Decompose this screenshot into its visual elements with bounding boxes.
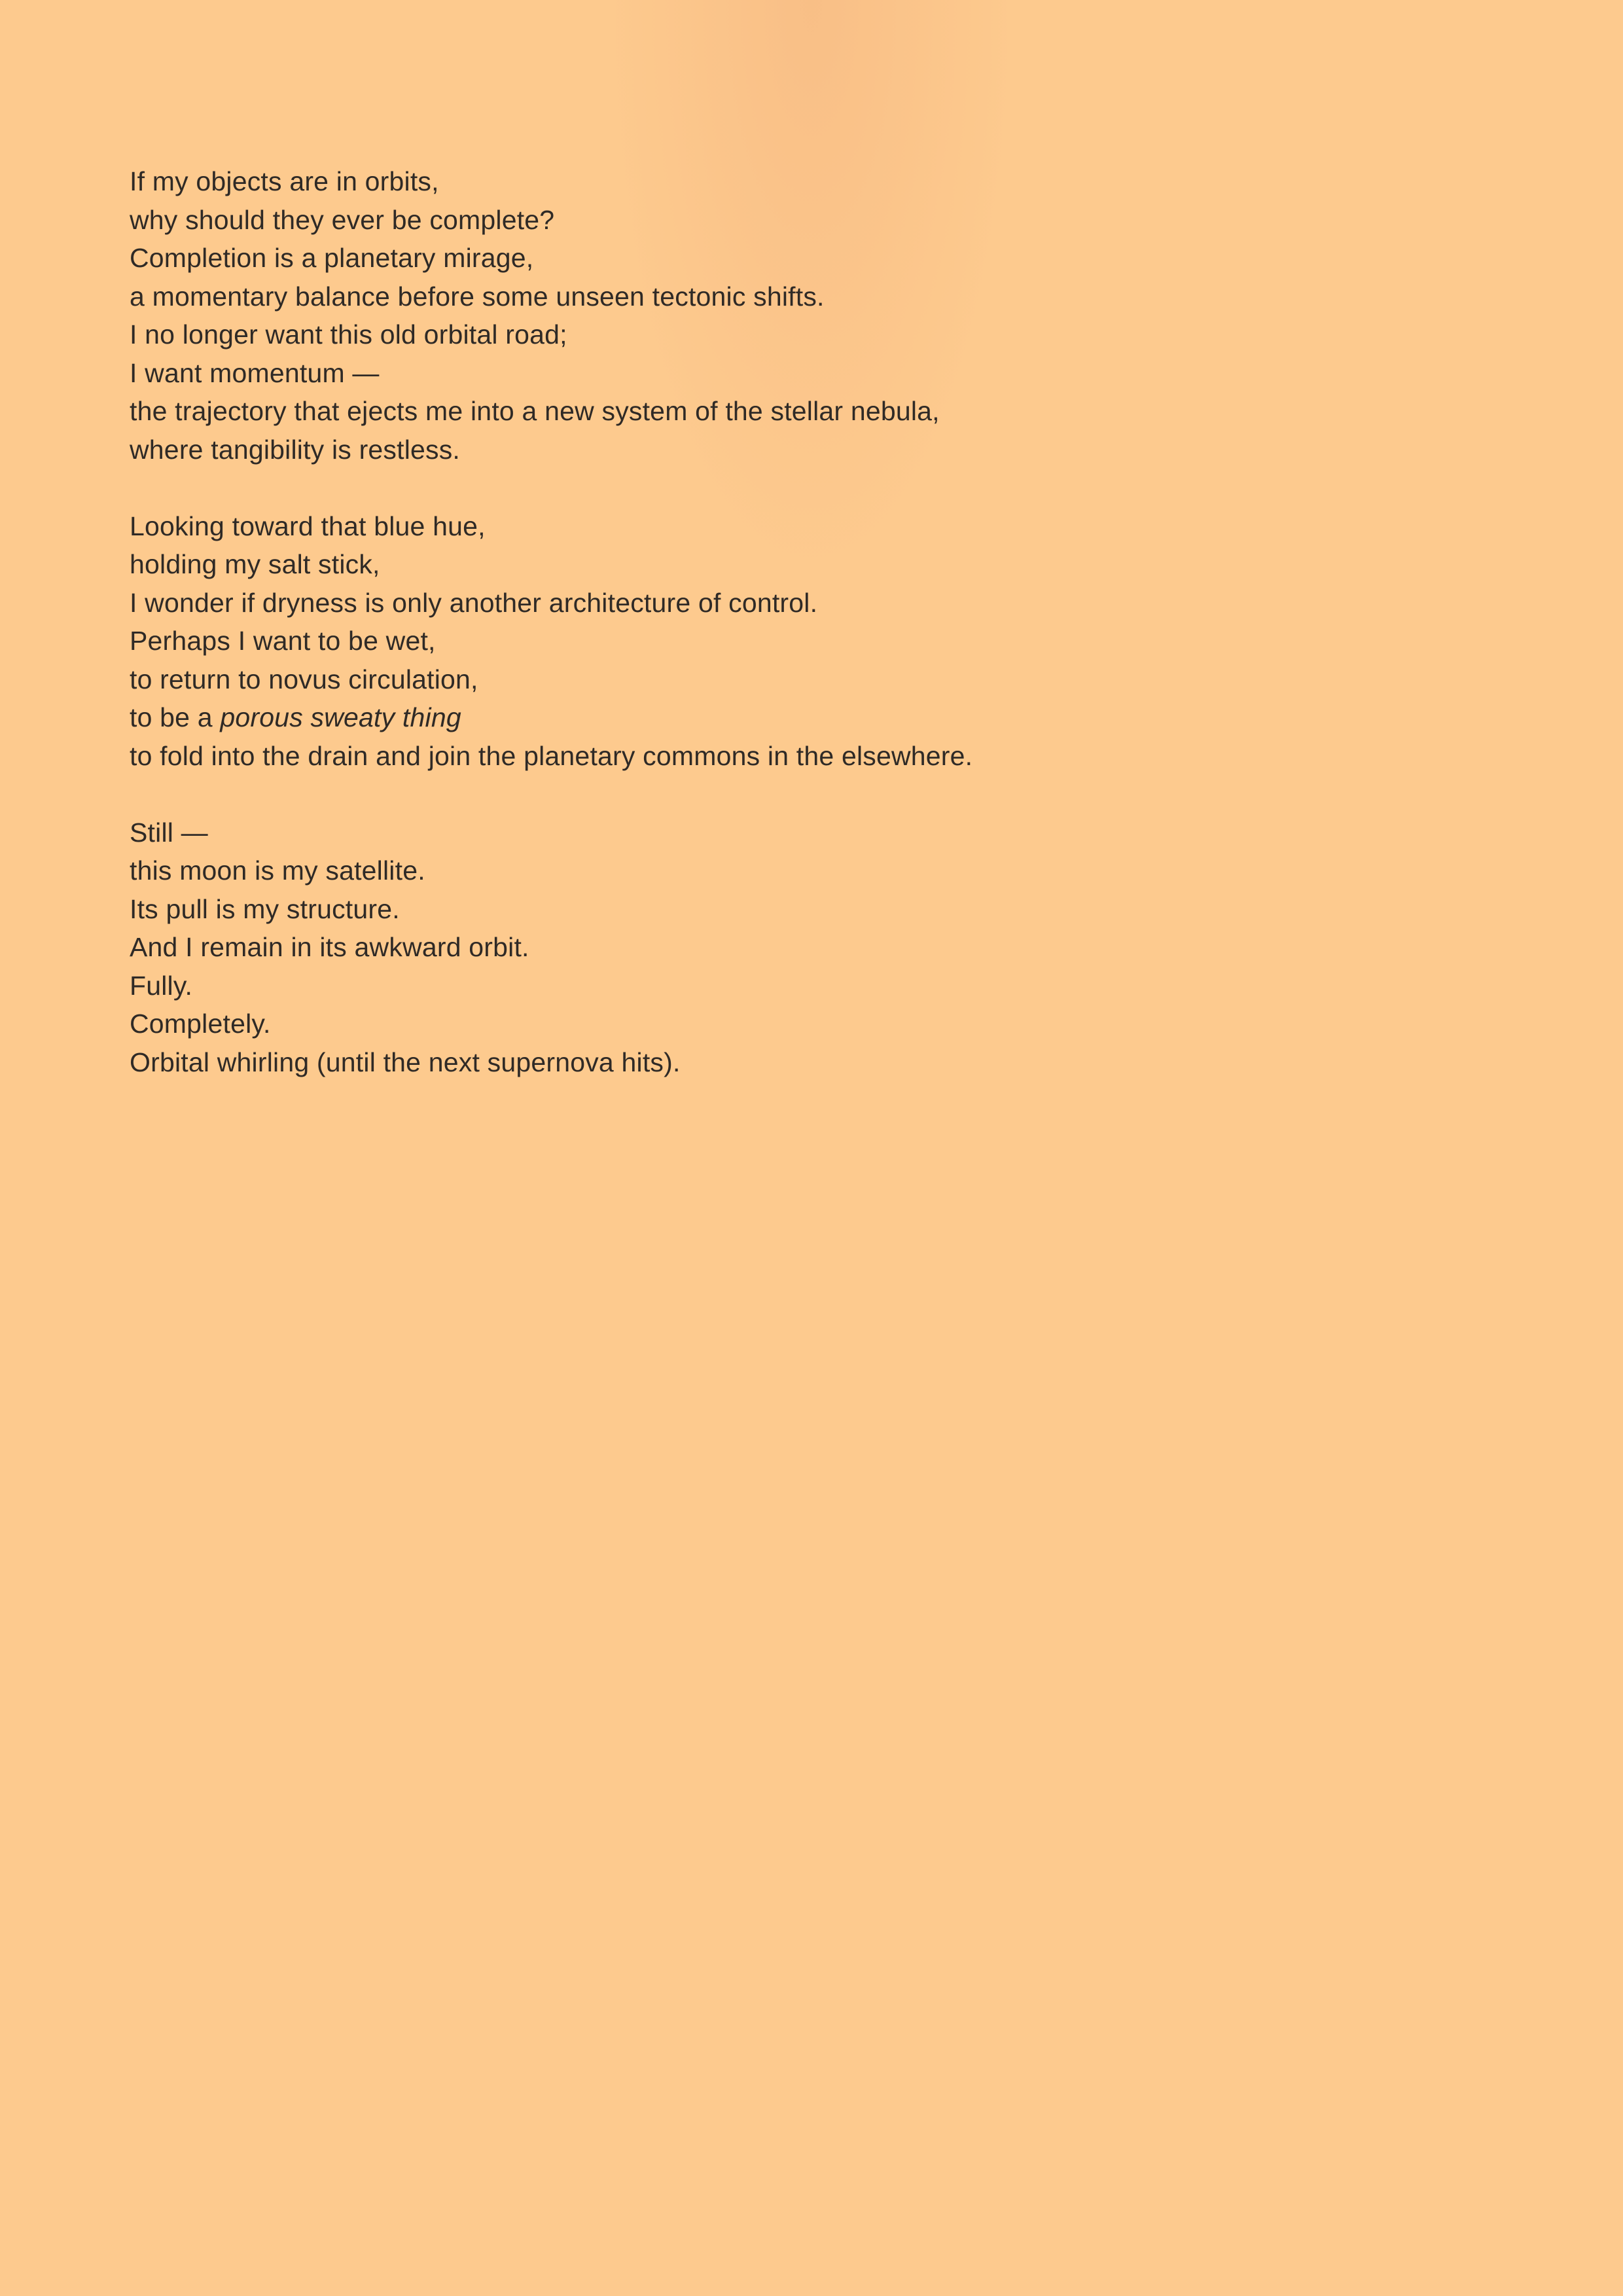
poem-line: a momentary balance before some unseen tectonic shifts. [130,281,825,312]
poem-line: Fully. [130,970,193,1001]
poem-line-prefix: to be a [130,702,221,732]
poem-line: Its pull is my structure. [130,893,400,924]
stanza-2 [130,507,1373,776]
poem-line: to return to novus circulation, [130,664,478,694]
poem-line: I wonder if dryness is only another architecture of control. [130,587,818,618]
poem-line: where tangibility is restless. [130,434,461,465]
poem-line: Completion is a planetary mirage, [130,243,534,273]
poem-line: I want momentum — [130,357,380,388]
poem-line: Perhaps I want to be wet, [130,626,436,656]
poem-text [130,162,1373,1120]
poem-line: why should they ever be complete? [130,204,555,235]
italic-phrase: porous sweaty thing [220,702,461,732]
stanza-3 [130,814,1373,1082]
poem-line: If my objects are in orbits, [130,166,439,196]
poem-line: Still — [130,817,208,848]
poem-line-with-emphasis [130,698,1373,737]
stanza-1 [130,162,1373,469]
poem-line: Looking toward that blue hue, [130,511,486,541]
poem-line: this moon is my satellite. [130,855,425,886]
poem-line: I no longer want this old orbital road; [130,319,567,350]
poem-line: the trajectory that ejects me into a new system of the stellar nebula, [130,396,940,426]
poem-line: And I remain in its awkward orbit. [130,932,529,962]
poem-line: Orbital whirling (until the next supernova hits). [130,1047,681,1077]
poem-line: Completely. [130,1009,271,1039]
poem-line: to fold into the drain and join the planetary commons in the elsewhere. [130,740,973,771]
poem-line: holding my salt stick, [130,549,380,579]
